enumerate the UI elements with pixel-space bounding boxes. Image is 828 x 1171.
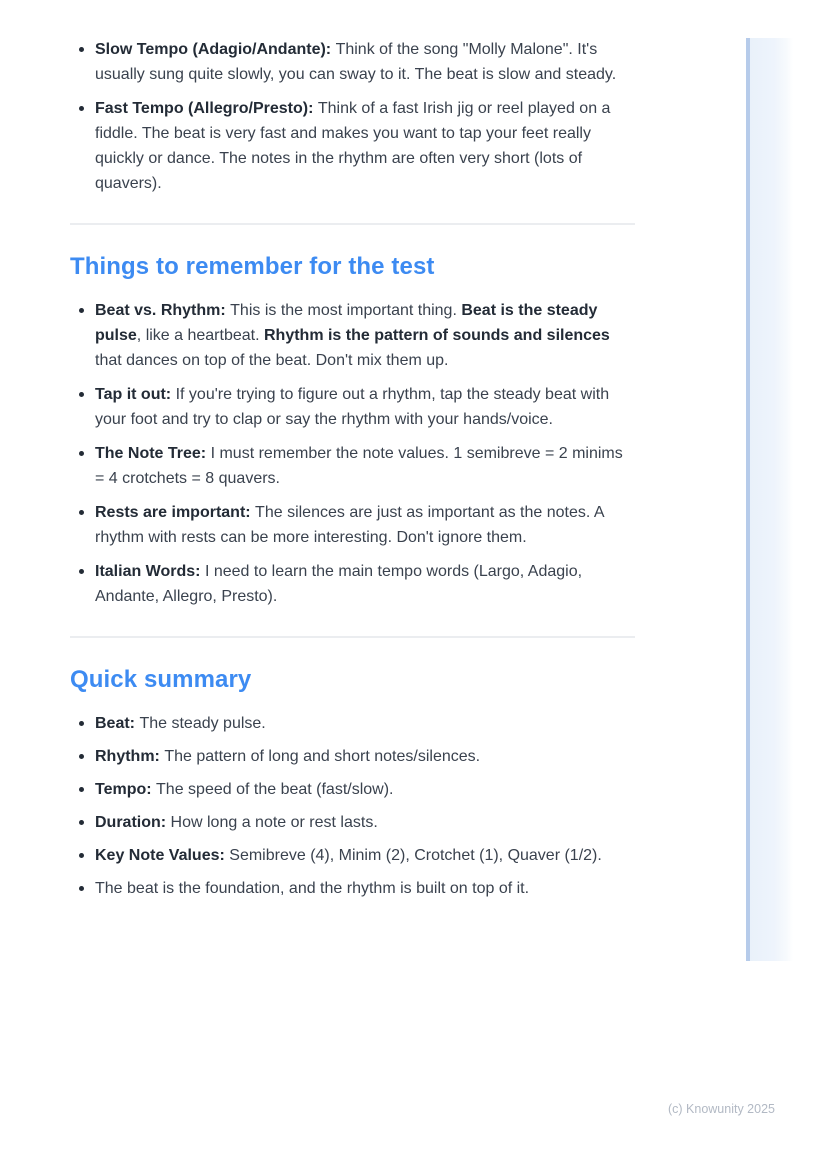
list-item-bold-text: Beat is the steady pulse xyxy=(95,302,598,344)
list-item-text: The steady pulse. xyxy=(139,715,266,732)
section-divider xyxy=(70,636,635,638)
list-item-text: The speed of the beat (fast/slow). xyxy=(156,781,394,798)
list-item xyxy=(70,843,635,868)
list-item-bold-text: Fast Tempo (Allegro/Presto): xyxy=(95,100,318,117)
list-item-text: I need to learn the main tempo words (Largo, Adagio, Andante, Allegro, Presto). xyxy=(95,563,583,605)
list-item xyxy=(70,744,635,769)
next-page-preview-strip xyxy=(746,38,793,961)
list-item-bold-text: The Note Tree: xyxy=(95,445,211,462)
list-item-text: The pattern of long and short notes/silences. xyxy=(164,748,481,765)
list-item xyxy=(70,298,635,373)
list-item-bold-text: Italian Words: xyxy=(95,563,205,580)
list-item-bold-text: Key Note Values: xyxy=(95,847,230,864)
list-item-text: Semibreve (4), Minim (2), Crotchet (1), Quaver (1/2). xyxy=(229,847,602,864)
list-item xyxy=(70,37,635,87)
quick-summary-list xyxy=(70,711,635,901)
list-item-text: How long a note or rest lasts. xyxy=(170,814,378,831)
list-item xyxy=(70,810,635,835)
list-item xyxy=(70,876,635,901)
list-item xyxy=(70,777,635,802)
document-content xyxy=(70,37,635,909)
list-item xyxy=(70,711,635,736)
section-heading-things-to-remember: Things to remember for the test xyxy=(70,253,435,280)
list-item-text: If you're trying to figure out a rhythm, tap the steady beat with your foot and try to clap or say the rhythm with your hands/voice. xyxy=(95,386,610,428)
list-item-text: Think of a fast Irish jig or reel played on a fiddle. The beat is very fast and makes you want to tap your feet really quickly or dance. The notes in the rhythm are often very short (lots of quavers). xyxy=(95,100,611,192)
list-item-bold-text: Beat: xyxy=(95,715,140,732)
list-item-bold-text: Tempo: xyxy=(95,781,157,798)
list-item-bold-text: Rests are important: xyxy=(95,504,256,521)
list-item xyxy=(70,559,635,609)
list-item-text: I must remember the note values. 1 semibreve = 2 minims = 4 crotchets = 8 quavers. xyxy=(95,445,623,487)
list-item xyxy=(70,441,635,491)
list-item-text: This is the most important thing. xyxy=(230,302,462,319)
list-item-text: Think of the song "Molly Malone". It's usually sung quite slowly, you can sway to it. The beat is slow and steady. xyxy=(95,41,617,83)
list-item-text: The silences are just as important as the notes. A rhythm with rests can be more interesting. Don't ignore them. xyxy=(95,504,604,546)
list-item-text: The beat is the foundation, and the rhythm is built on top of it. xyxy=(95,880,530,897)
list-item-text: that dances on top of the beat. Don't mix them up. xyxy=(95,352,449,369)
copyright-footer: (c) Knowunity 2025 xyxy=(667,1102,775,1116)
list-item xyxy=(70,382,635,432)
tempo-examples-list xyxy=(70,37,635,196)
list-item xyxy=(70,96,635,196)
section-divider xyxy=(70,223,635,225)
list-item-text: , like a heartbeat. xyxy=(136,327,264,344)
list-item-bold-text: Slow Tempo (Adagio/Andante): xyxy=(95,41,336,58)
section-heading-quick-summary: Quick summary xyxy=(70,666,252,693)
list-item-bold-text: Rhythm: xyxy=(95,748,165,765)
things-to-remember-list xyxy=(70,298,635,609)
list-item-bold-text: Duration: xyxy=(95,814,171,831)
list-item-bold-text: Beat vs. Rhythm: xyxy=(95,302,231,319)
list-item-bold-text: Tap it out: xyxy=(95,386,176,403)
list-item-bold-text: Rhythm is the pattern of sounds and silences xyxy=(263,327,610,344)
list-item xyxy=(70,500,635,550)
